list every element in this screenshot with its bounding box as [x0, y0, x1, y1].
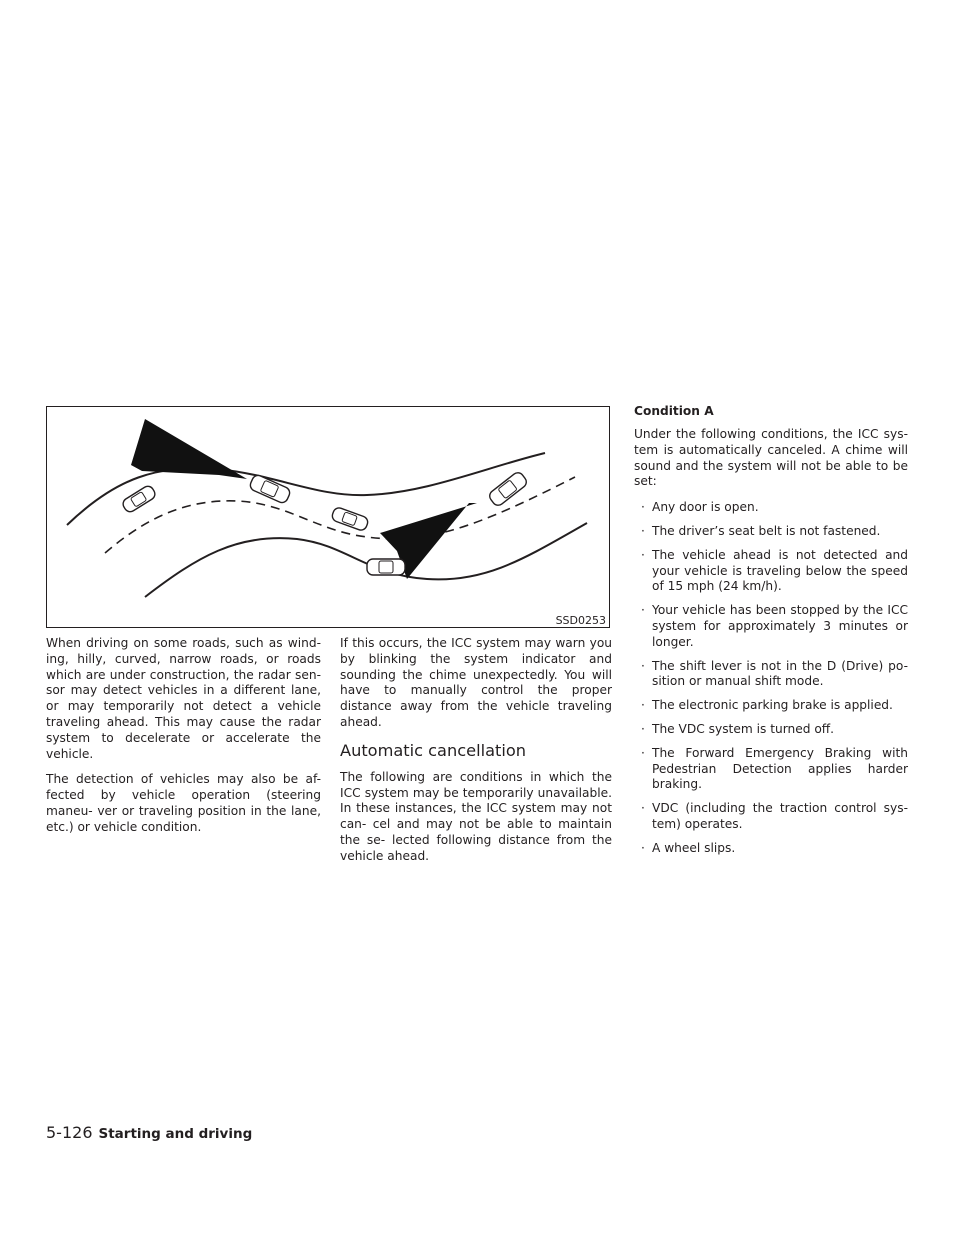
text-column-3	[634, 403, 908, 865]
page-footer	[46, 1123, 252, 1144]
list-item: · The VDC system is turned off.	[641, 721, 835, 736]
road-edge-lower	[145, 523, 587, 597]
list-item: · The electronic parking brake is applied.	[641, 698, 893, 713]
list-item: · The Forward Emergency Braking with Pedestrian Detection applies harder braking.	[641, 745, 908, 792]
car-icon	[121, 484, 157, 514]
paragraph: The detection of vehicles may also be af- fected by vehicle operation (steering maneu- ver or traveling position in the lane, etc.) or vehicle condition.	[46, 772, 321, 834]
bullet-icon: ·	[641, 698, 645, 713]
bullet-icon: ·	[641, 745, 645, 760]
page-number: 5-126	[46, 1123, 93, 1142]
paragraph: The following are conditions in which the ICC system may be temporarily unavailable. In these instances, the ICC system may not can- cel and may not be able to maintain the se- lected following distance from the vehicle ahead.	[340, 769, 612, 863]
road-illustration	[46, 406, 610, 628]
bullet-icon: ·	[641, 547, 645, 562]
bullet-icon: ·	[641, 840, 645, 855]
list-item: · The driver’s seat belt is not fastened.	[641, 523, 881, 538]
section-title: Starting and driving	[98, 1126, 253, 1142]
bullet-icon: ·	[641, 603, 645, 618]
list-item: · Your vehicle has been stopped by the ICC system for approximately 3 minutes or longer.	[641, 603, 908, 649]
text-column-1	[46, 636, 321, 846]
curved-road-diagram	[47, 407, 611, 629]
car-icon	[367, 559, 405, 575]
paragraph: Under the following conditions, the ICC sys- tem is automatically canceled. A chime will sound and the system will not be able to be set:	[634, 427, 908, 489]
figure-label: SSD0253	[555, 614, 606, 627]
list-item: · Any door is open.	[641, 500, 759, 515]
list-item: · The shift lever is not in the D (Drive) po- sition or manual shift mode.	[641, 658, 908, 689]
paragraph: When driving on some roads, such as wind- ing, hilly, curved, narrow roads, or roads which are under construction, the radar sen- sor may detect vehicles in a different lane, or may temporarily not detect a vehicle traveling ahead. This may cause the radar system to decelerate or accelerate the vehicle.	[46, 636, 321, 761]
car-icon	[331, 506, 370, 531]
paragraph: If this occurs, the ICC system may warn you by blinking the system indicator and sounding the chime unexpectedly. You will have to manually control the proper distance away from the vehicle traveling ahead.	[340, 636, 612, 729]
bullet-icon: ·	[641, 721, 645, 736]
bullet-icon: ·	[641, 500, 645, 515]
radar-beam-left	[131, 419, 247, 479]
bullet-icon: ·	[641, 658, 645, 673]
bullet-icon: ·	[641, 801, 645, 816]
condition-heading: Condition A	[634, 404, 714, 418]
list-item: · A wheel slips.	[641, 840, 736, 855]
text-column-2	[340, 636, 612, 875]
bullet-icon: ·	[641, 523, 645, 538]
section-heading: Automatic cancellation	[340, 740, 527, 760]
list-item: · The vehicle ahead is not detected and your vehicle is traveling below the speed of 15 mph (24 km/h).	[641, 547, 908, 594]
list-item: · VDC (including the traction control sys- tem) operates.	[641, 801, 908, 831]
condition-list	[634, 500, 908, 856]
